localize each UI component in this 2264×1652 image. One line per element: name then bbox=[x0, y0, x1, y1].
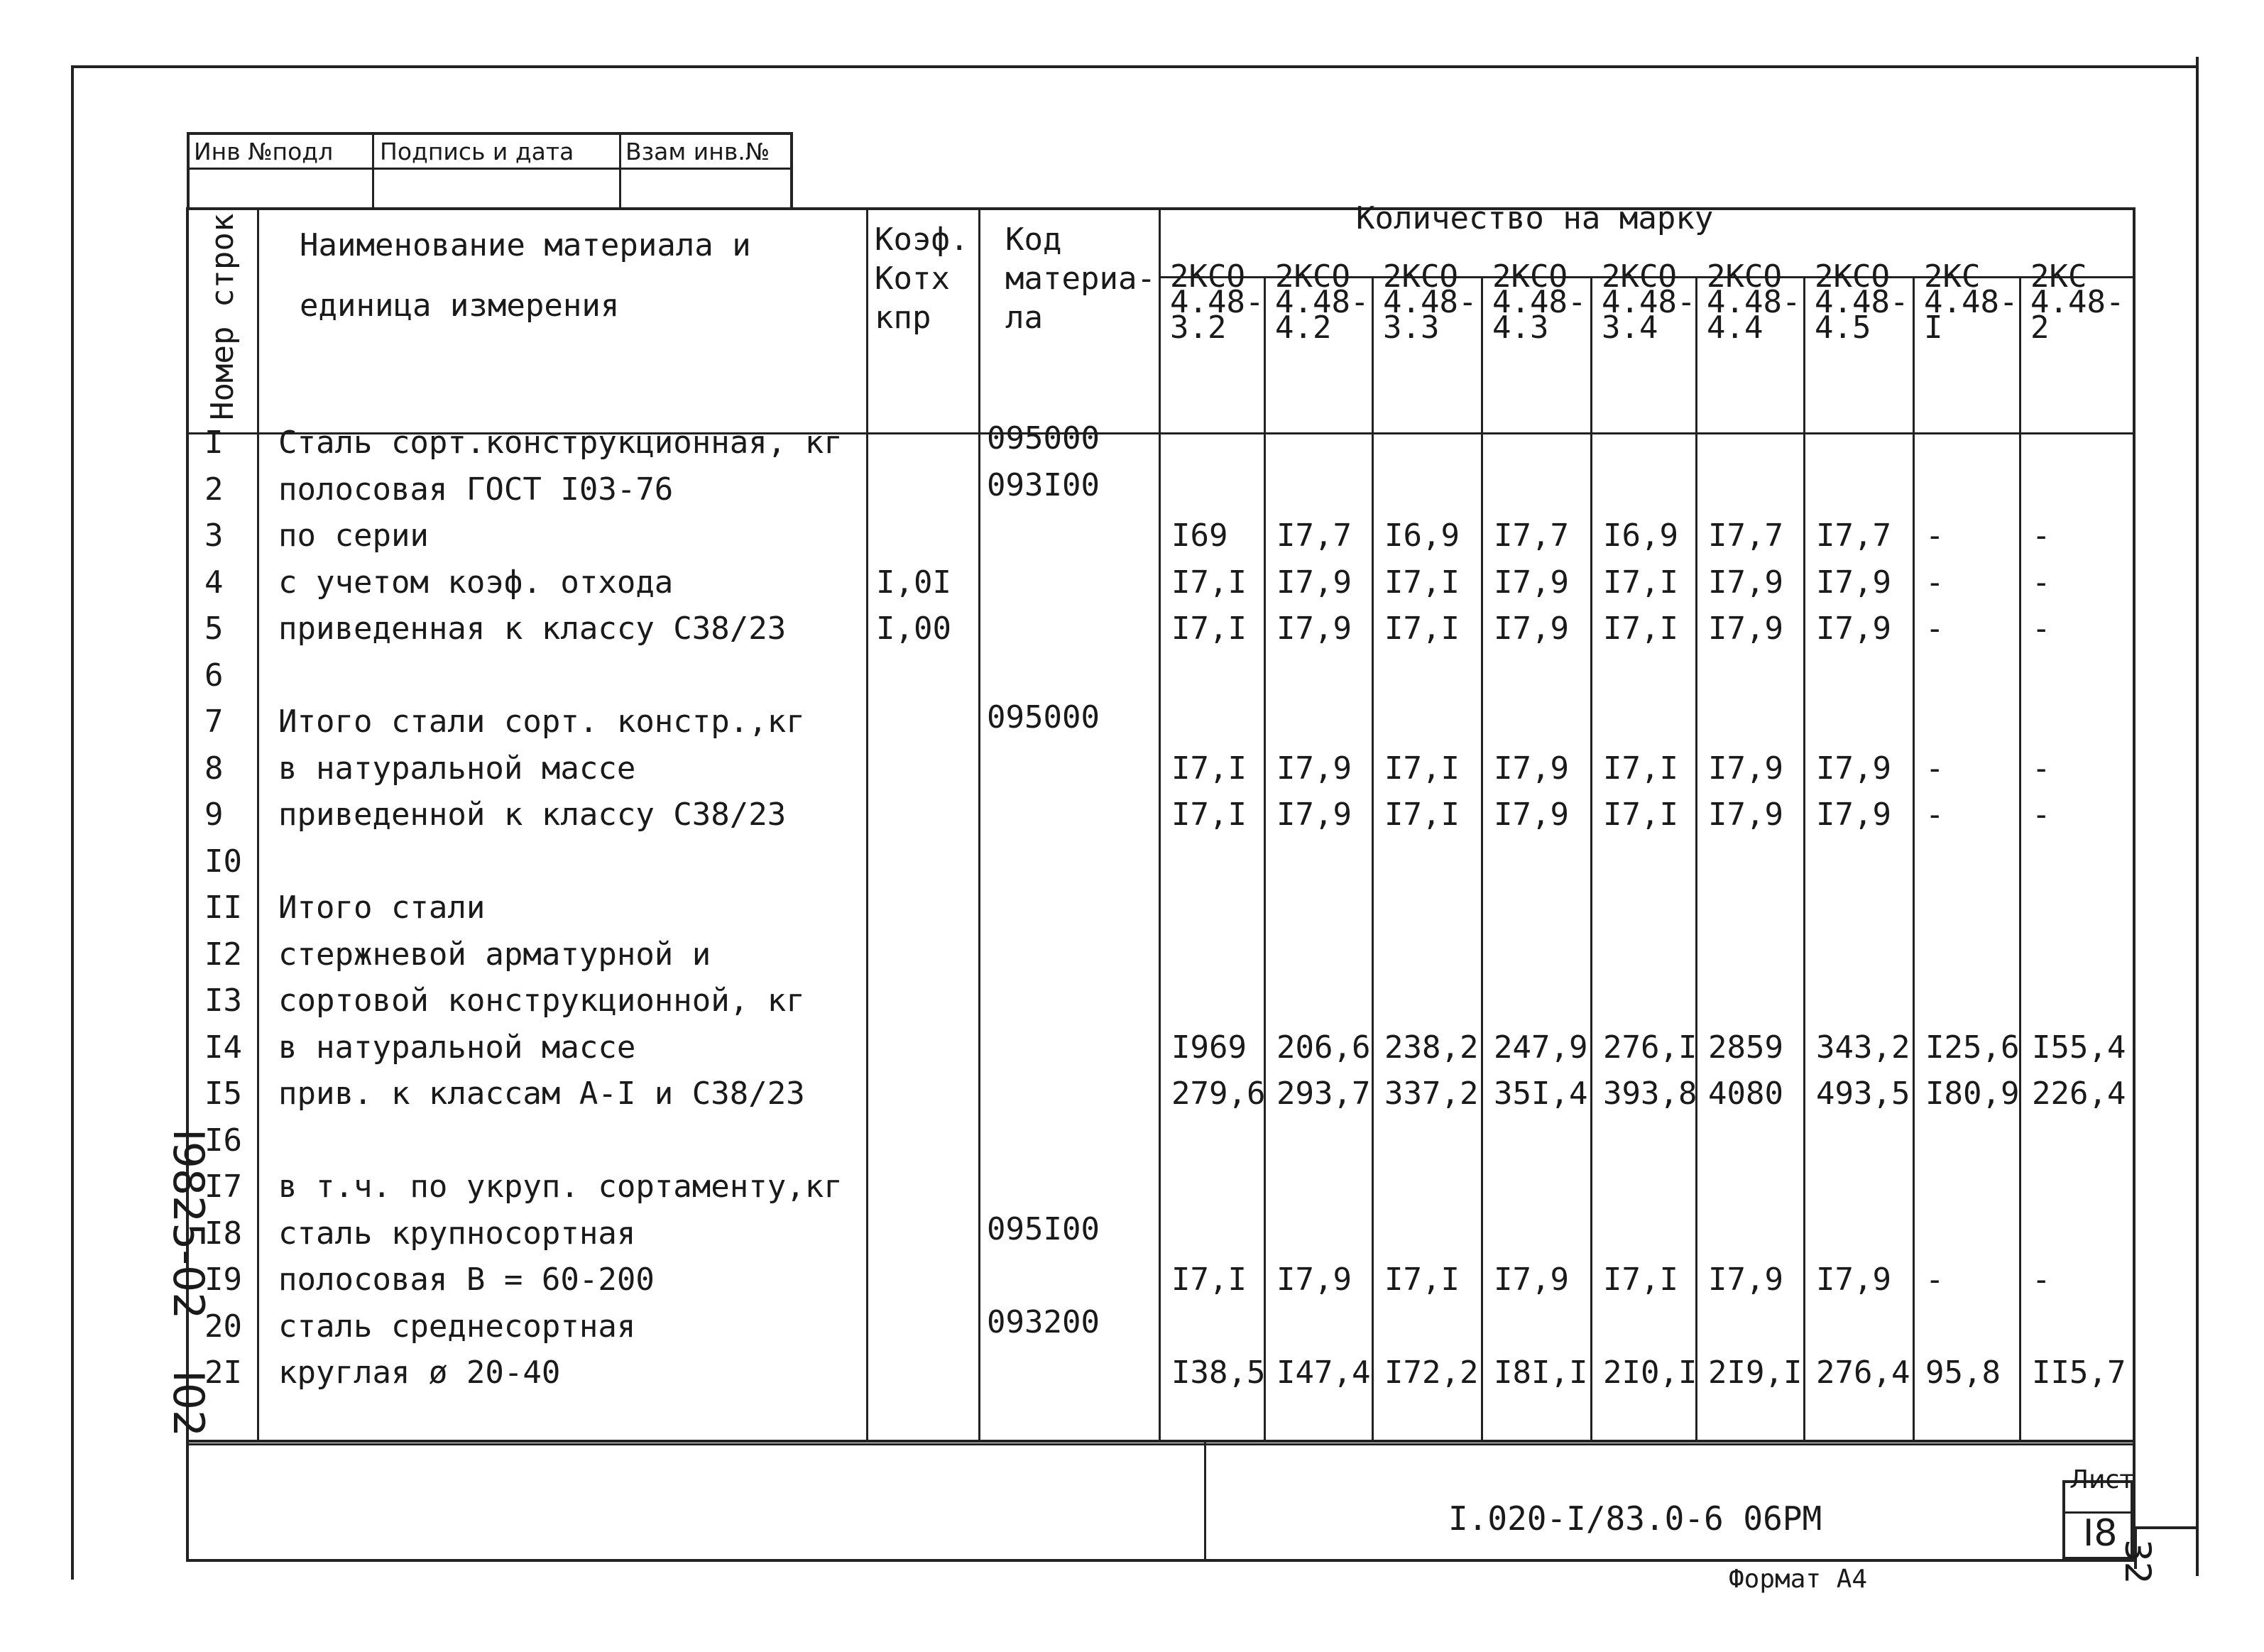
document-code: I.020-I/83.0-6 06РМ bbox=[1448, 1499, 1822, 1538]
row-quantity: I7,9 bbox=[1276, 611, 1352, 647]
row-quantity: 2I0,I bbox=[1603, 1355, 1697, 1391]
row-number: I0 bbox=[204, 843, 242, 880]
row-number: 6 bbox=[204, 657, 224, 694]
header-coef: Коэф. bbox=[875, 221, 969, 258]
row-quantity: I7,I bbox=[1384, 750, 1460, 787]
header-mark: 4.48- bbox=[2030, 284, 2125, 320]
row-quantity: I7,9 bbox=[1276, 797, 1352, 833]
header-mark: 2КСО bbox=[1383, 258, 1458, 295]
row-quantity: I7,9 bbox=[1494, 564, 1569, 601]
row-material-name: сортовой конструкционной, кг bbox=[278, 983, 805, 1019]
row-quantity: I7,I bbox=[1603, 750, 1678, 787]
header-mark: 2КСО bbox=[1815, 258, 1890, 295]
row-quantity: I7,I bbox=[1603, 1262, 1678, 1298]
row-quantity: I7,9 bbox=[1816, 564, 1891, 601]
header-mark: 2КС bbox=[1924, 258, 1981, 295]
row-material-name: стержневой арматурной и bbox=[278, 936, 711, 973]
row-quantity: 247,9 bbox=[1494, 1029, 1588, 1066]
header-qty-title: Количество на марку bbox=[1356, 200, 1714, 236]
row-quantity: I7,I bbox=[1171, 797, 1247, 833]
row-number: I5 bbox=[204, 1076, 242, 1112]
row-quantity: I38,5 bbox=[1171, 1355, 1266, 1391]
row-number: 4 bbox=[204, 564, 224, 601]
header-mark: 4.48- bbox=[1924, 284, 2018, 320]
row-quantity: II5,7 bbox=[2032, 1355, 2126, 1391]
row-quantity: I7,I bbox=[1171, 564, 1247, 601]
row-quantity: - bbox=[1925, 518, 1945, 554]
row-number: I3 bbox=[204, 983, 242, 1019]
row-number: 7 bbox=[204, 704, 224, 740]
row-number: II bbox=[204, 890, 242, 926]
header-mark: 4.48- bbox=[1170, 284, 1264, 320]
row-quantity: I7,9 bbox=[1276, 1262, 1352, 1298]
title-block bbox=[186, 1440, 2136, 1562]
row-quantity: I7,I bbox=[1603, 611, 1678, 647]
row-quantity: I7,7 bbox=[1494, 518, 1569, 554]
row-quantity: 293,7 bbox=[1276, 1076, 1371, 1112]
margin-note-bottom: I02 bbox=[163, 1370, 213, 1438]
header-code: материа- bbox=[1005, 261, 1156, 297]
header-mark: 2КСО bbox=[1492, 258, 1568, 295]
row-quantity: I7,9 bbox=[1816, 750, 1891, 787]
row-material-code: 093200 bbox=[987, 1304, 1100, 1340]
row-material-code: 095000 bbox=[987, 420, 1100, 456]
row-material-name: в т.ч. по укруп. сортаменту,кг bbox=[278, 1169, 843, 1205]
header-row-number: Номер строк bbox=[204, 213, 241, 420]
row-number: I9 bbox=[204, 1262, 242, 1298]
row-quantity: - bbox=[2032, 518, 2051, 554]
row-quantity: - bbox=[2032, 564, 2051, 601]
row-quantity: 206,6 bbox=[1276, 1029, 1371, 1066]
row-number: 2I bbox=[204, 1355, 242, 1391]
row-coef: I,0I bbox=[876, 564, 951, 601]
row-quantity: I7,I bbox=[1171, 611, 1247, 647]
row-material-name: прив. к классам А-I и С38/23 bbox=[278, 1076, 805, 1112]
row-coef: I,00 bbox=[876, 611, 951, 647]
header-mark: 4.48- bbox=[1815, 284, 1909, 320]
frame-top-line bbox=[71, 65, 2197, 68]
row-quantity: 343,2 bbox=[1816, 1029, 1910, 1066]
row-number: 20 bbox=[204, 1308, 242, 1345]
header-mark: 4.48- bbox=[1275, 284, 1369, 320]
header-mark: 3.2 bbox=[1170, 310, 1227, 346]
header-mark: 4.4 bbox=[1707, 310, 1763, 346]
header-mark: 4.48- bbox=[1707, 284, 1801, 320]
header-mark: 3.3 bbox=[1383, 310, 1440, 346]
row-quantity: - bbox=[2032, 797, 2051, 833]
header-code: Код bbox=[1005, 221, 1062, 258]
header-coef: кпр bbox=[875, 300, 931, 336]
row-quantity: I7,9 bbox=[1494, 797, 1569, 833]
row-material-name: в натуральной массе bbox=[278, 1029, 636, 1066]
row-quantity: I6,9 bbox=[1384, 518, 1460, 554]
row-quantity: 2859 bbox=[1708, 1029, 1783, 1066]
row-quantity: I8I,I bbox=[1494, 1355, 1588, 1391]
header-mark: 2КСО bbox=[1602, 258, 1677, 295]
side-page-number: 32 bbox=[2117, 1539, 2158, 1585]
header-mark: 2 bbox=[2030, 310, 2050, 346]
row-quantity: I55,4 bbox=[2032, 1029, 2126, 1066]
row-quantity: I7,I bbox=[1384, 611, 1460, 647]
row-quantity: - bbox=[1925, 611, 1945, 647]
row-number: I2 bbox=[204, 936, 242, 973]
row-quantity: I7,9 bbox=[1816, 797, 1891, 833]
row-quantity: I7,9 bbox=[1494, 750, 1569, 787]
row-quantity: - bbox=[1925, 564, 1945, 601]
margin-note-top: I9825-02 bbox=[163, 1129, 213, 1320]
row-quantity: 35I,4 bbox=[1494, 1076, 1588, 1112]
header-mark: 2КСО bbox=[1707, 258, 1782, 295]
header-mark: 3.4 bbox=[1602, 310, 1658, 346]
row-number: I4 bbox=[204, 1029, 242, 1066]
row-material-name: полосовая В = 60-200 bbox=[278, 1262, 655, 1298]
header-mark: 4.3 bbox=[1492, 310, 1549, 346]
row-quantity: I7,9 bbox=[1276, 750, 1352, 787]
header-mark: 2КС bbox=[2030, 258, 2087, 295]
row-quantity: I7,I bbox=[1171, 750, 1247, 787]
row-material-code: 093I00 bbox=[987, 467, 1100, 503]
row-number: 5 bbox=[204, 611, 224, 647]
format-label: Формат А4 bbox=[1729, 1565, 1868, 1594]
frame-left-line bbox=[71, 65, 74, 1580]
stamp-inv-label: Инв №подл bbox=[194, 138, 334, 165]
header-mark: 2КСО bbox=[1275, 258, 1350, 295]
row-material-name: приведенной к классу С38/23 bbox=[278, 797, 787, 833]
row-quantity: I7,9 bbox=[1708, 1262, 1783, 1298]
header-mark: 4.48- bbox=[1492, 284, 1587, 320]
row-quantity: 276,I bbox=[1603, 1029, 1697, 1066]
row-quantity: I7,9 bbox=[1816, 1262, 1891, 1298]
sheet-label: Лист bbox=[2069, 1465, 2135, 1494]
row-quantity: 2I9,I bbox=[1708, 1355, 1803, 1391]
row-material-name: с учетом коэф. отхода bbox=[278, 564, 674, 601]
row-material-name: сталь крупносортная bbox=[278, 1215, 636, 1252]
header-code: ла bbox=[1005, 300, 1043, 336]
header-mark: I bbox=[1924, 310, 1943, 346]
row-quantity: 393,8 bbox=[1603, 1076, 1697, 1112]
row-quantity: - bbox=[2032, 750, 2051, 787]
row-quantity: - bbox=[1925, 797, 1945, 833]
row-quantity: I7,I bbox=[1384, 797, 1460, 833]
row-quantity: 493,5 bbox=[1816, 1076, 1910, 1112]
row-quantity: I6,9 bbox=[1603, 518, 1678, 554]
row-quantity: I7,7 bbox=[1816, 518, 1891, 554]
row-quantity: I7,I bbox=[1603, 564, 1678, 601]
row-quantity: I7,7 bbox=[1276, 518, 1352, 554]
header-mark: 4.48- bbox=[1383, 284, 1477, 320]
header-name-line1: Наименование материала и bbox=[300, 227, 751, 263]
row-quantity: 279,6 bbox=[1171, 1076, 1266, 1112]
row-quantity: I80,9 bbox=[1925, 1076, 2020, 1112]
header-mark: 4.5 bbox=[1815, 310, 1871, 346]
approval-stamp bbox=[187, 132, 793, 210]
stamp-vzam-label: Взам инв.№ bbox=[625, 138, 770, 165]
row-material-name: приведенная к классу С38/23 bbox=[278, 611, 787, 647]
row-number: I6 bbox=[204, 1122, 242, 1159]
header-mark: 4.2 bbox=[1275, 310, 1332, 346]
header-name-line2: единица измерения bbox=[300, 288, 620, 324]
row-quantity: 276,4 bbox=[1816, 1355, 1910, 1391]
sheet-number: I8 bbox=[2083, 1512, 2118, 1555]
row-quantity: I69 bbox=[1171, 518, 1228, 554]
row-quantity: I7,I bbox=[1384, 564, 1460, 601]
row-quantity: I72,2 bbox=[1384, 1355, 1479, 1391]
row-quantity: I7,7 bbox=[1708, 518, 1783, 554]
header-mark: 4.48- bbox=[1602, 284, 1696, 320]
row-quantity: I7,9 bbox=[1494, 611, 1569, 647]
header-mark: 2КСО bbox=[1170, 258, 1245, 295]
row-material-code: 095000 bbox=[987, 699, 1100, 735]
row-material-name: сталь среднесортная bbox=[278, 1308, 636, 1345]
row-quantity: - bbox=[1925, 1262, 1945, 1298]
row-material-name: круглая ø 20-40 bbox=[278, 1355, 561, 1391]
row-quantity: 226,4 bbox=[2032, 1076, 2126, 1112]
row-quantity: 4080 bbox=[1708, 1076, 1783, 1112]
row-number: 9 bbox=[204, 797, 224, 833]
row-quantity: I7,9 bbox=[1708, 611, 1783, 647]
row-number: 3 bbox=[204, 518, 224, 554]
row-quantity: - bbox=[2032, 1262, 2051, 1298]
row-quantity: - bbox=[1925, 750, 1945, 787]
row-material-name: Сталь сорт.конструкционная, кг bbox=[278, 425, 843, 461]
row-quantity: I7,9 bbox=[1494, 1262, 1569, 1298]
row-material-code: 095I00 bbox=[987, 1211, 1100, 1247]
row-material-name: Итого стали сорт. констр.,кг bbox=[278, 704, 805, 740]
row-quantity: 238,2 bbox=[1384, 1029, 1479, 1066]
row-material-name: полосовая ГОСТ I03-76 bbox=[278, 471, 674, 508]
row-number: 8 bbox=[204, 750, 224, 787]
row-quantity: 337,2 bbox=[1384, 1076, 1479, 1112]
row-quantity: I7,9 bbox=[1816, 611, 1891, 647]
row-quantity: I25,6 bbox=[1925, 1029, 2020, 1066]
row-quantity: - bbox=[2032, 611, 2051, 647]
row-number: I8 bbox=[204, 1215, 242, 1252]
stamp-sign-label: Подпись и дата bbox=[380, 138, 574, 165]
row-quantity: I7,9 bbox=[1708, 750, 1783, 787]
row-quantity: I7,I bbox=[1603, 797, 1678, 833]
row-quantity: I969 bbox=[1171, 1029, 1247, 1066]
row-material-name: в натуральной массе bbox=[278, 750, 636, 787]
frame-right-line bbox=[2196, 57, 2199, 1576]
row-material-name: Итого стали bbox=[278, 890, 486, 926]
row-material-name: по серии bbox=[278, 518, 429, 554]
row-number: I bbox=[204, 425, 224, 461]
row-number: I7 bbox=[204, 1169, 242, 1205]
row-quantity: I7,I bbox=[1171, 1262, 1247, 1298]
row-quantity: I7,9 bbox=[1708, 797, 1783, 833]
header-coef: Котх bbox=[875, 261, 950, 297]
row-number: 2 bbox=[204, 471, 224, 508]
row-quantity: I7,9 bbox=[1276, 564, 1352, 601]
row-quantity: I7,I bbox=[1384, 1262, 1460, 1298]
row-quantity: I7,9 bbox=[1708, 564, 1783, 601]
row-quantity: 95,8 bbox=[1925, 1355, 2001, 1391]
row-quantity: I47,4 bbox=[1276, 1355, 1371, 1391]
